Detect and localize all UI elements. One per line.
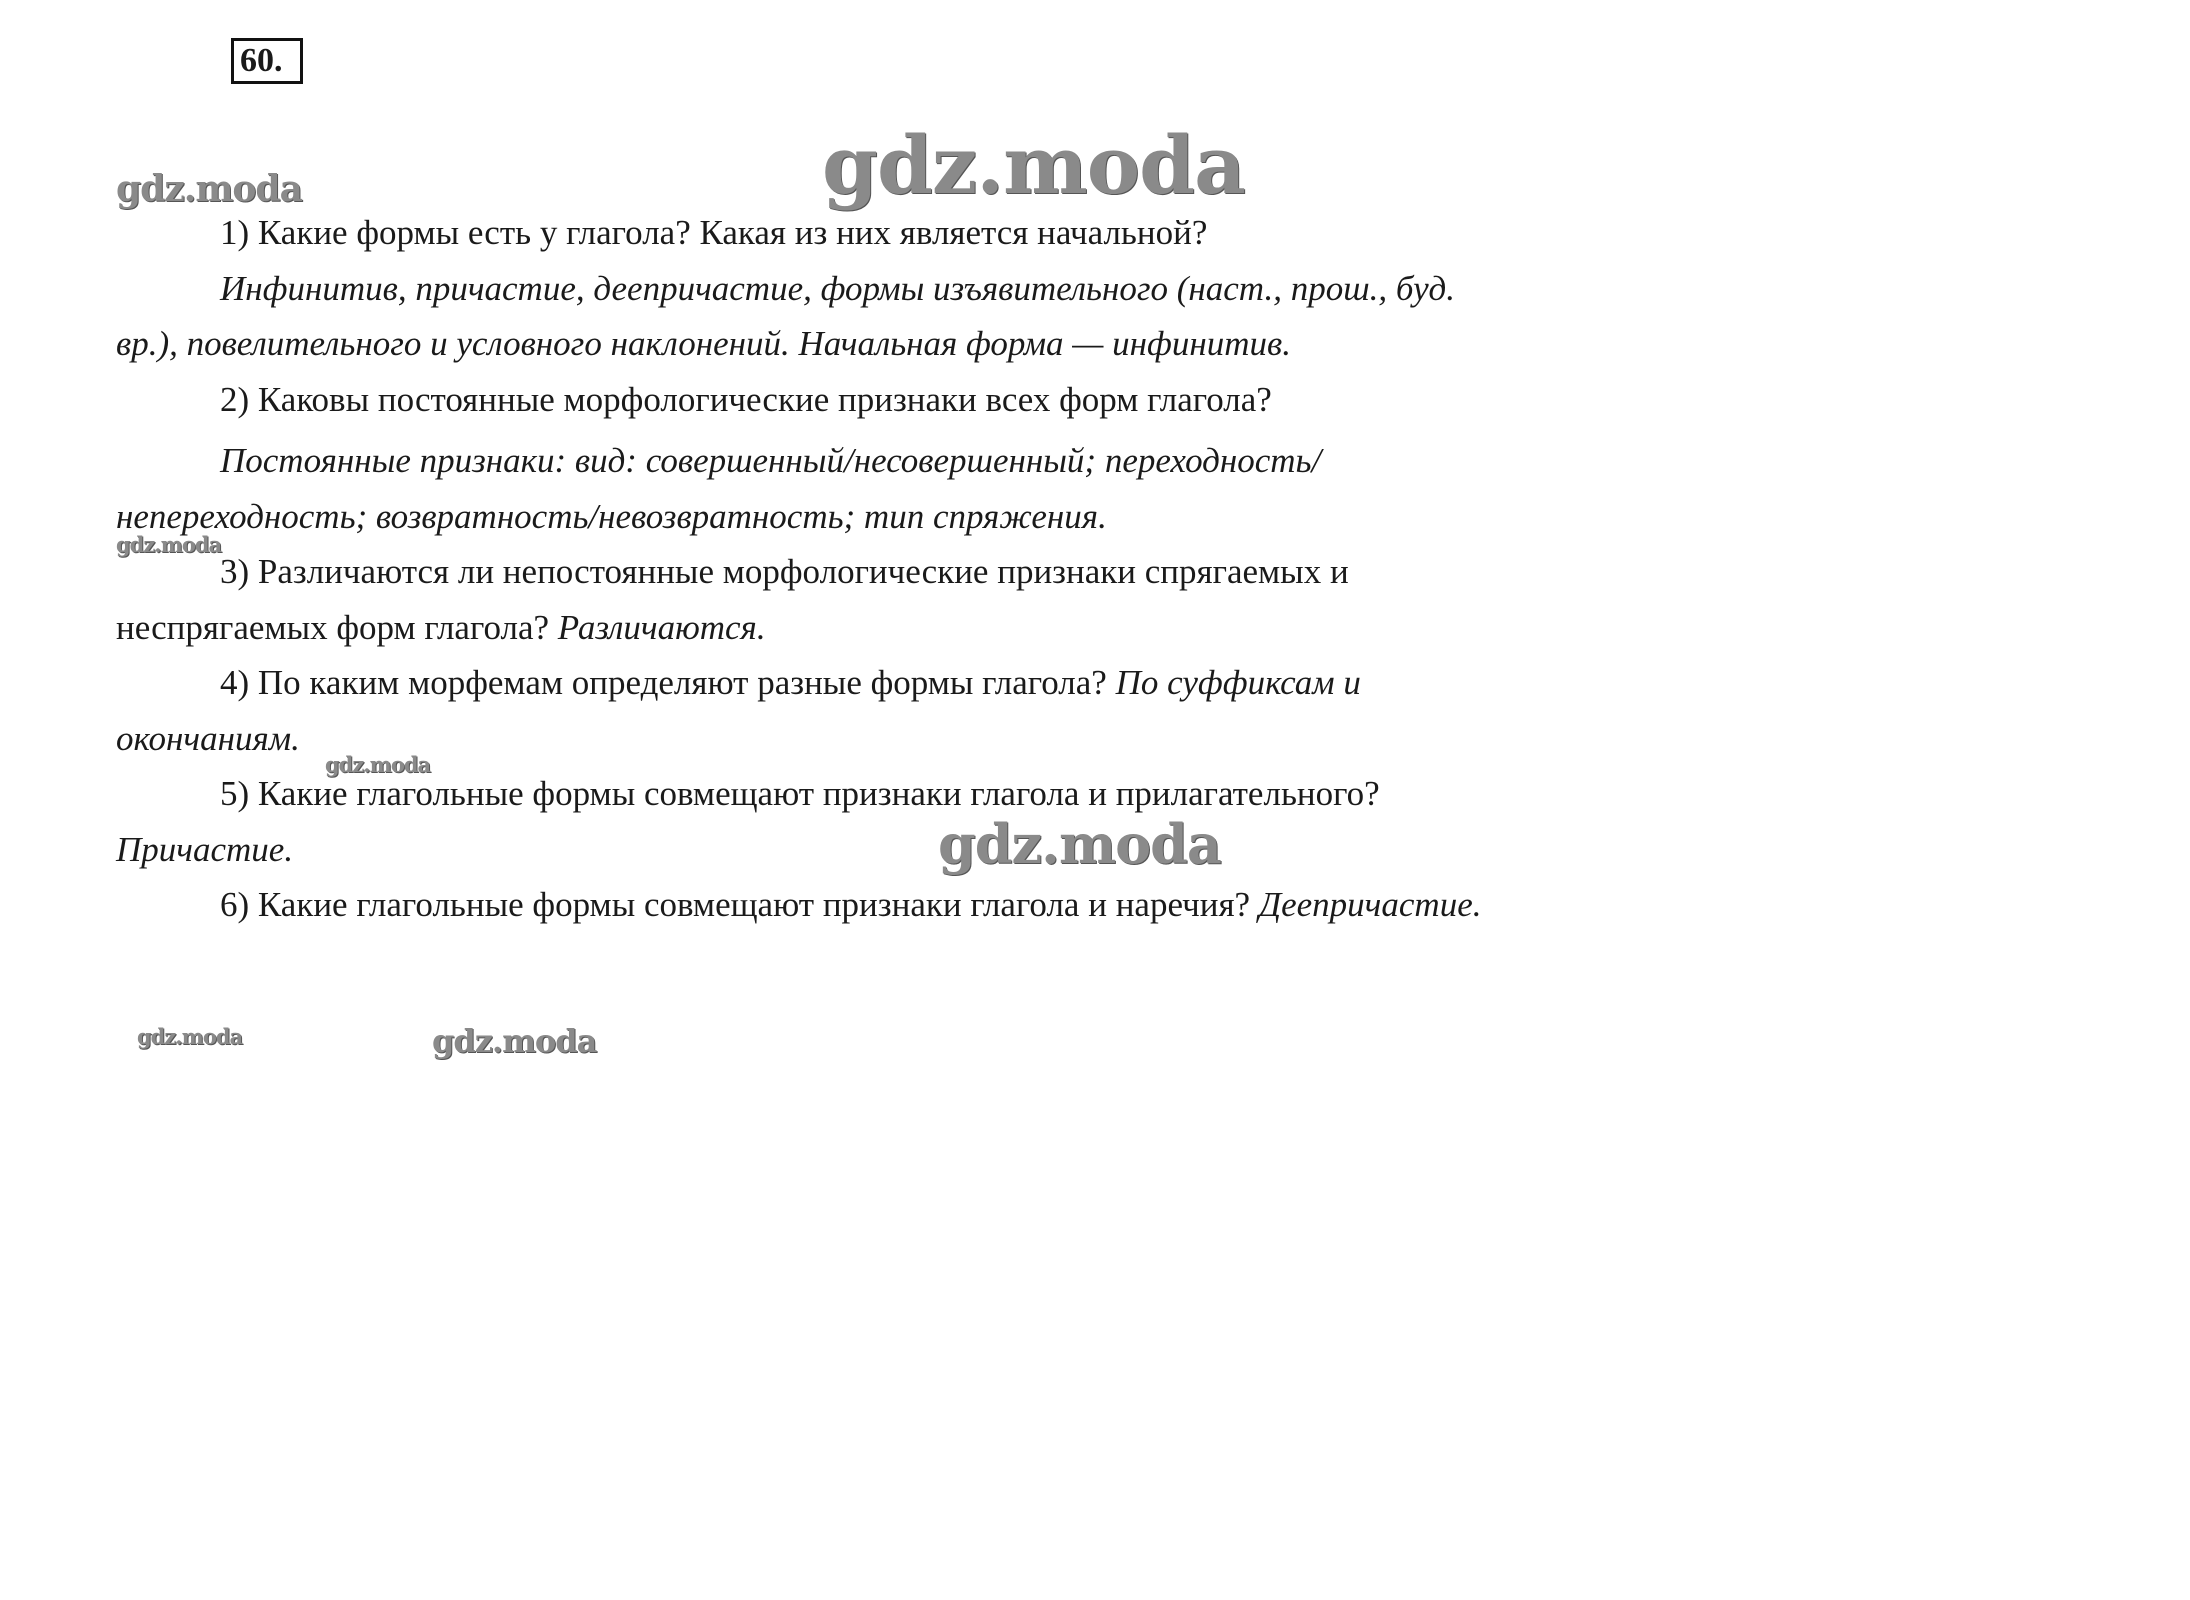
- watermark-small-topleft: gdz.moda: [116, 168, 302, 210]
- watermark-tiny-mid: gdz.moda: [325, 752, 431, 777]
- question-6: 6) Какие глагольные формы совмещают признаки глагола и наречия?: [220, 885, 1251, 924]
- watermark-large-top: gdz.moda: [822, 118, 1245, 212]
- answer-3: Различаются.: [557, 607, 766, 647]
- watermark-small-bottom: gdz.moda: [432, 1022, 597, 1060]
- watermark-medium-right: gdz.moda: [938, 812, 1221, 876]
- item-3: [116, 544, 1516, 655]
- answer-5: Причастие.: [116, 829, 294, 869]
- item-4: [116, 655, 1516, 766]
- question-4: 4) По каким морфемам определяют разные формы глагола?: [220, 663, 1107, 702]
- question-5: 5) Какие глагольные формы совмещают признаки глагола и прилагательного?: [220, 774, 1380, 813]
- exercise-number: 60.: [231, 38, 303, 84]
- question-2: 2) Каковы постоянные морфологические признаки всех форм глагола?: [220, 379, 1272, 419]
- question-3: 3) Различаются ли непостоянные морфологические признаки спрягаемых и неспрягаемых форм глагола?: [116, 552, 1349, 647]
- item-5: [116, 766, 1516, 877]
- item-6: [116, 877, 1516, 933]
- answer-4: По суффиксам и окончаниям.: [116, 663, 1361, 758]
- question-1: 1) Какие формы есть у глагола? Какая из них является начальной?: [220, 213, 1208, 252]
- watermark-tiny-bottomleft: gdz.moda: [137, 1024, 243, 1049]
- answer-6: Деепричастие.: [1258, 885, 1482, 924]
- answer-2: Постоянные признаки: вид: совершенный/несовершенный; переходность/непереходность; возвратность/невозвратность; тип спряжения.: [116, 441, 1322, 536]
- exercise-content: [116, 205, 1516, 933]
- watermark-tiny-left: gdz.moda: [116, 532, 222, 557]
- answer-1: Инфинитив, причастие, деепричастие, формы изъявительного (наст., прош., буд. вр.), повелительного и условного наклонений. Начальная форма — инфинитив.: [116, 268, 1455, 363]
